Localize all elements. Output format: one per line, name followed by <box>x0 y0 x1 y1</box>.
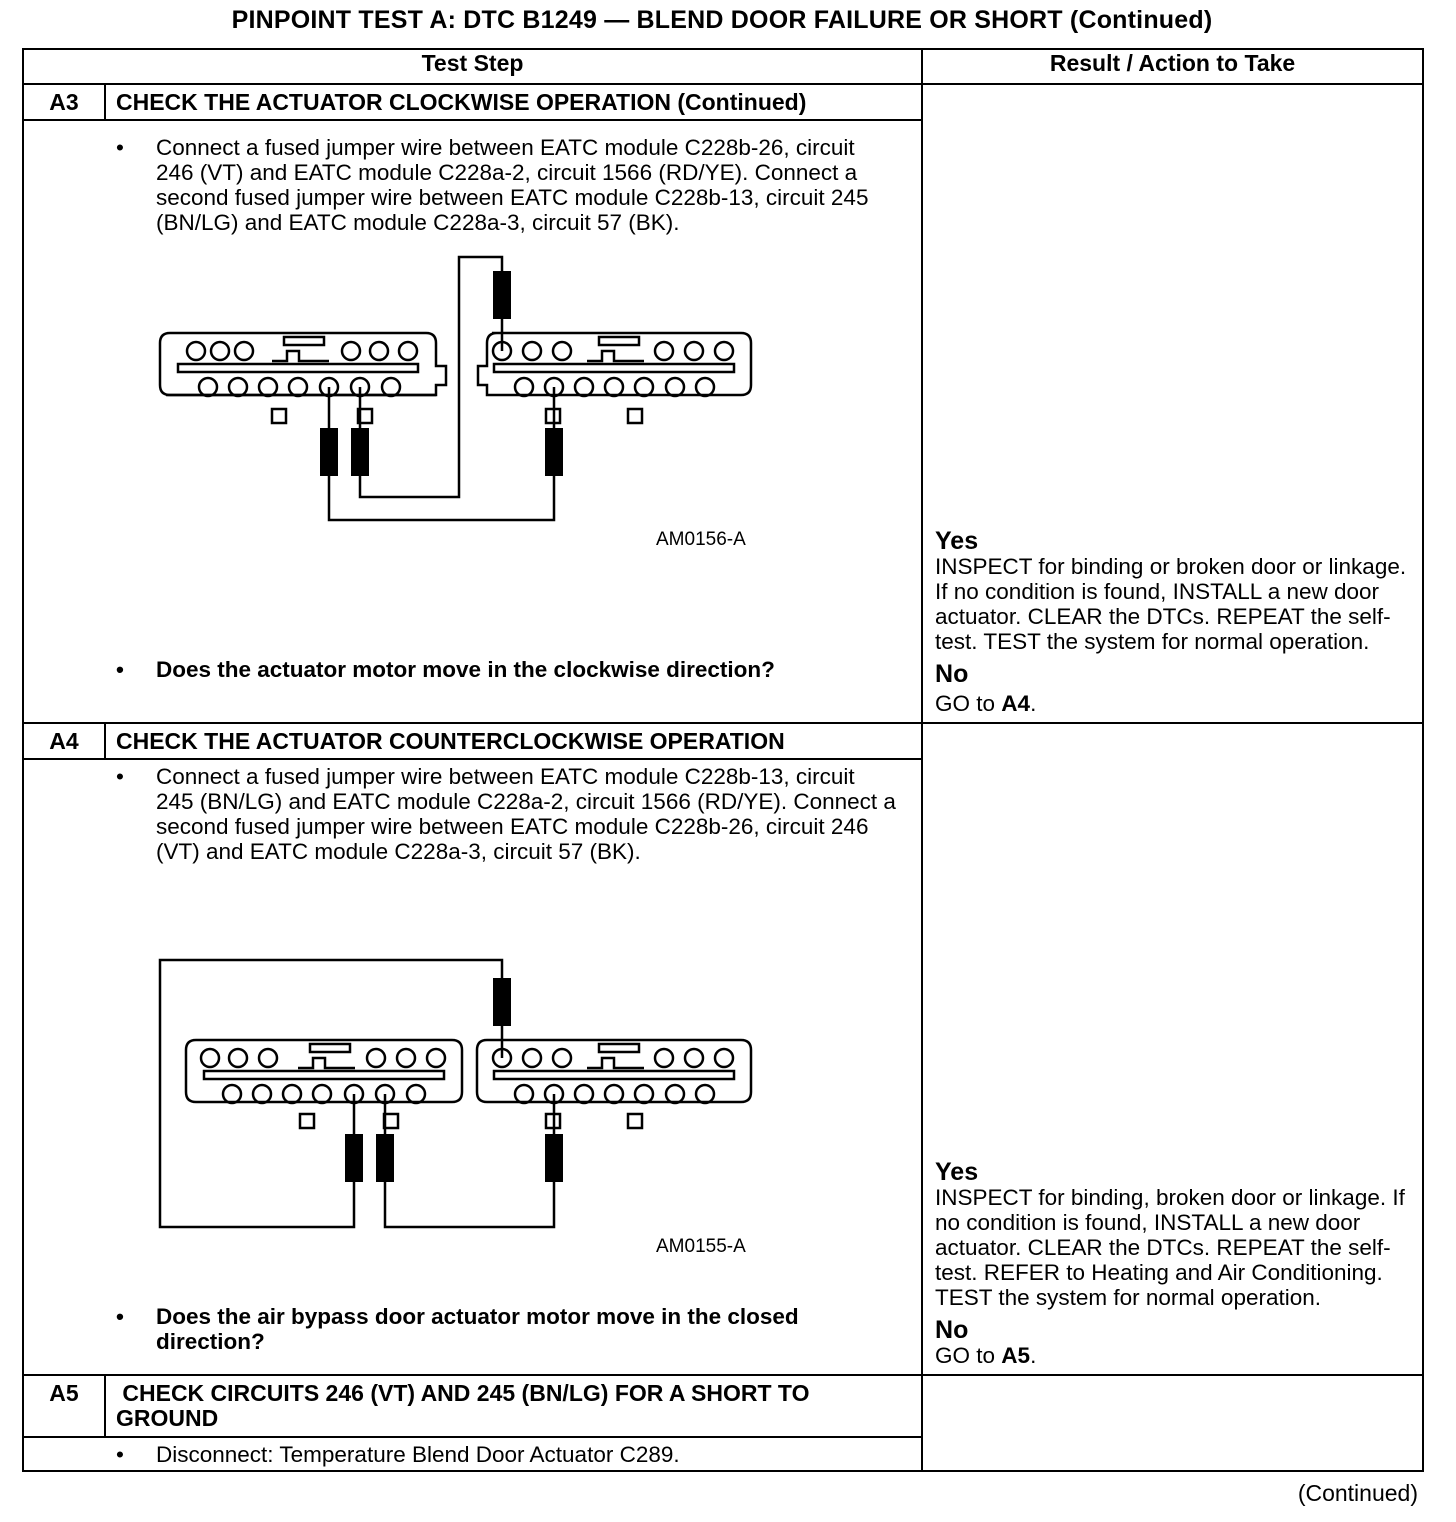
step-a3-body <box>23 120 922 723</box>
table-header-row <box>23 49 1423 84</box>
question-text: Does the actuator motor move in the clockwise direction? <box>156 657 775 682</box>
no-label: No <box>935 1316 969 1344</box>
connector-jumper-diagram <box>24 864 921 1304</box>
pinpoint-test-table <box>22 48 1424 1472</box>
step-a5-title-row <box>23 1375 1423 1437</box>
header-test-step: Test Step <box>23 49 922 84</box>
figure-label: AM0155-A <box>656 1236 746 1257</box>
step-id: A5 <box>23 1375 105 1437</box>
instruction-bullet: • Connect a fused jumper wire between EATC module C228b-26, circuit 246 (VT) and EATC module C228a-2, circuit 1566 (RD/YE). Connect a second fused jumper wire between EATC module C228b-13, circuit 245 (BN/LG) and EATC module C228a-3, circuit 57 (BK). <box>116 135 869 235</box>
step-a5-body <box>23 1437 922 1471</box>
step-a4-body <box>23 759 922 1375</box>
no-action: GO to A4. <box>935 691 1037 716</box>
continued-footer: (Continued) <box>1297 1480 1418 1506</box>
yes-action: INSPECT for binding, broken door or linkage. If no condition is found, INSTALL a new door actuator. CLEAR the DTCs. REPEAT the self-test. REFER to Heating and Air Conditioning. TEST the system for normal operation. <box>935 1185 1405 1310</box>
instruction-bullet: • Connect a fused jumper wire between EATC module C228b-13, circuit 245 (BN/LG) and EATC module C228a-2, circuit 1566 (RD/YE). Connect a second fused jumper wire between EATC module C228b-26, circuit 246 (VT) and EATC module C228a-3, circuit 57 (BK). <box>116 764 896 864</box>
step-a3-result <box>922 84 1423 723</box>
goto-step-link: A4 <box>1001 691 1031 716</box>
instruction-bullet: • Disconnect: Temperature Blend Door Actuator C289. <box>116 1441 680 1467</box>
question-text: Does the air bypass door actuator motor move in the closed direction? <box>156 1304 799 1354</box>
step-a5-result <box>922 1375 1423 1471</box>
header-result-action: Result / Action to Take <box>922 49 1423 84</box>
step-a4-title-row <box>23 723 1423 759</box>
wiring-diagram-cw <box>24 235 921 657</box>
step-title: CHECK CIRCUITS 246 (VT) AND 245 (BN/LG) FOR A SHORT TO GROUND <box>105 1375 922 1437</box>
yes-action: INSPECT for binding or broken door or linkage. If no condition is found, INSTALL a new door actuator. CLEAR the DTCs. REPEAT the self-test. TEST the system for normal operation. <box>935 554 1407 654</box>
yes-label: Yes <box>935 1158 979 1186</box>
step-title: CHECK THE ACTUATOR COUNTERCLOCKWISE OPERATION <box>105 723 922 759</box>
instruction-text: Disconnect: Temperature Blend Door Actuator C289. <box>156 1441 680 1467</box>
figure-label: AM0156-A <box>656 529 746 550</box>
step-id: A3 <box>23 84 105 120</box>
page-title: PINPOINT TEST A: DTC B1249 — BLEND DOOR FAILURE OR SHORT (Continued) <box>231 6 1213 34</box>
question-bullet: • Does the actuator motor move in the clockwise direction? <box>116 657 775 682</box>
instruction-text: Connect a fused jumper wire between EATC module C228b-26, circuit 246 (VT) and EATC module C228a-2, circuit 1566 (RD/YE). Connect a second fused jumper wire between EATC module C228b-13, circuit 245 (BN/LG) and EATC module C228a-3, circuit 57 (BK). <box>156 135 869 235</box>
connector-jumper-diagram <box>24 235 921 657</box>
no-action: GO to A5. <box>935 1343 1037 1368</box>
yes-label: Yes <box>935 527 979 555</box>
goto-step-link: A5 <box>1001 1343 1031 1368</box>
step-title: CHECK THE ACTUATOR CLOCKWISE OPERATION (Continued) <box>105 84 922 120</box>
no-label: No <box>935 660 969 688</box>
question-bullet: • Does the air bypass door actuator motor move in the closed direction? <box>116 1304 799 1354</box>
step-a4-result <box>922 723 1423 1375</box>
step-id: A4 <box>23 723 105 759</box>
instruction-text: Connect a fused jumper wire between EATC module C228b-13, circuit 245 (BN/LG) and EATC module C228a-2, circuit 1566 (RD/YE). Connect a second fused jumper wire between EATC module C228b-26, circuit 246 (VT) and EATC module C228a-3, circuit 57 (BK). <box>156 764 896 864</box>
step-a3-title-row <box>23 84 1423 120</box>
wiring-diagram-ccw <box>24 864 921 1304</box>
